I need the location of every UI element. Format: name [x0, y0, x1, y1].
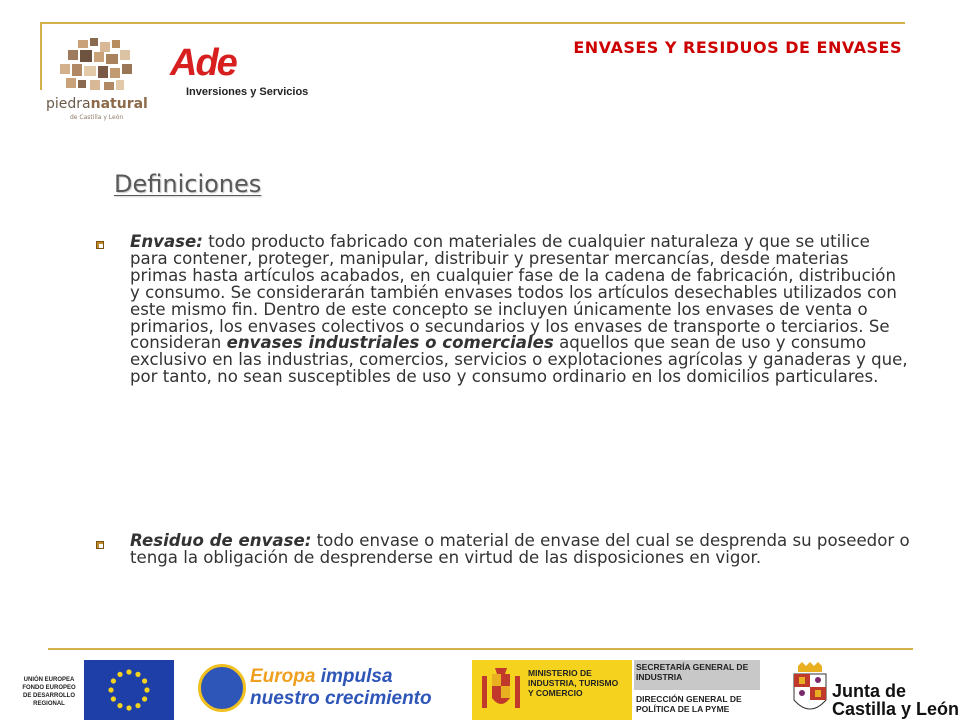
ade-wordmark: Ade — [170, 42, 236, 84]
definition-envase — [130, 234, 910, 386]
stone-mosaic-icon — [56, 38, 136, 96]
section-title: Definiciones — [114, 170, 262, 198]
definition-text-continued: aquellos que sean de uso y consumo exclusivo en las industrias, comercios, servicios o explotaciones agrícolas y ganaderas y que, por tanto, no sean susceptibles de uso y consumo ordinario en los domicilios particulares. — [130, 333, 908, 387]
europa-impulsa-logo: Europa impulsa nuestro crecimiento — [198, 664, 448, 720]
definition-emphasis: envases industriales o comerciales — [226, 333, 554, 353]
definition-residuo-de-envase — [130, 533, 910, 567]
header-rule — [40, 22, 905, 24]
secretaria-general-label: SECRETARÍA GENERAL DE INDUSTRIA — [634, 660, 760, 690]
definition-term: Envase: — [130, 232, 203, 251]
footer-logos — [0, 656, 960, 720]
definition-text: todo producto fabricado con materiales de cualquier naturaleza y que se utilice para contener, proteger, manipular, distribuir y presentar mercancías, desde materias primas hasta artículos acabados, en cualquier fase de la cadena de fabricación, distribución y consumo. Se considerarán también envases todos los artículos desechables utilizados con este mismo fin. Dentro de este concepto se incluyen únicamente los envases de venta o primarios, los envases colectivos o secundarios y los envases de transporte o terciarios. Se consideran — [130, 232, 897, 353]
castilla-y-leon-coat-of-arms-icon — [790, 660, 830, 720]
ade-logo — [170, 42, 310, 102]
square-bullet-icon — [96, 241, 104, 249]
piedranatural-logo — [42, 38, 152, 124]
piedranatural-wordmark: piedranatural — [46, 96, 148, 112]
definition-text: todo envase o material de envase del cual se desprenda su poseedor o tenga la obligación de desprenderse en virtud de las disposiciones en vigor. — [130, 531, 910, 567]
footer-rule — [48, 648, 913, 650]
definition-term: Residuo de envase: — [130, 531, 312, 550]
square-bullet-icon — [96, 541, 104, 549]
eu-flag-icon — [84, 660, 174, 720]
junta-castilla-y-leon-label: Junta de Castilla y León — [832, 681, 960, 719]
direccion-general-label: DIRECCIÓN GENERAL DE POLÍTICA DE LA PYME — [636, 694, 742, 714]
ue-feder-label: UNIÓN EUROPEA FONDO EUROPEO DE DESARROLLO REGIONAL — [22, 677, 76, 707]
piedranatural-subtitle: de Castilla y León — [70, 114, 124, 121]
ade-subtitle: Inversiones y Servicios — [186, 86, 309, 98]
ministerio-logo: MINISTERIO DE INDUSTRIA, TURISMO Y COMERCIO — [472, 660, 632, 720]
spain-coat-of-arms-icon — [478, 666, 524, 716]
europa-circle-icon — [198, 664, 246, 712]
slide-header-title: ENVASES Y RESIDUOS DE ENVASES — [573, 38, 902, 57]
